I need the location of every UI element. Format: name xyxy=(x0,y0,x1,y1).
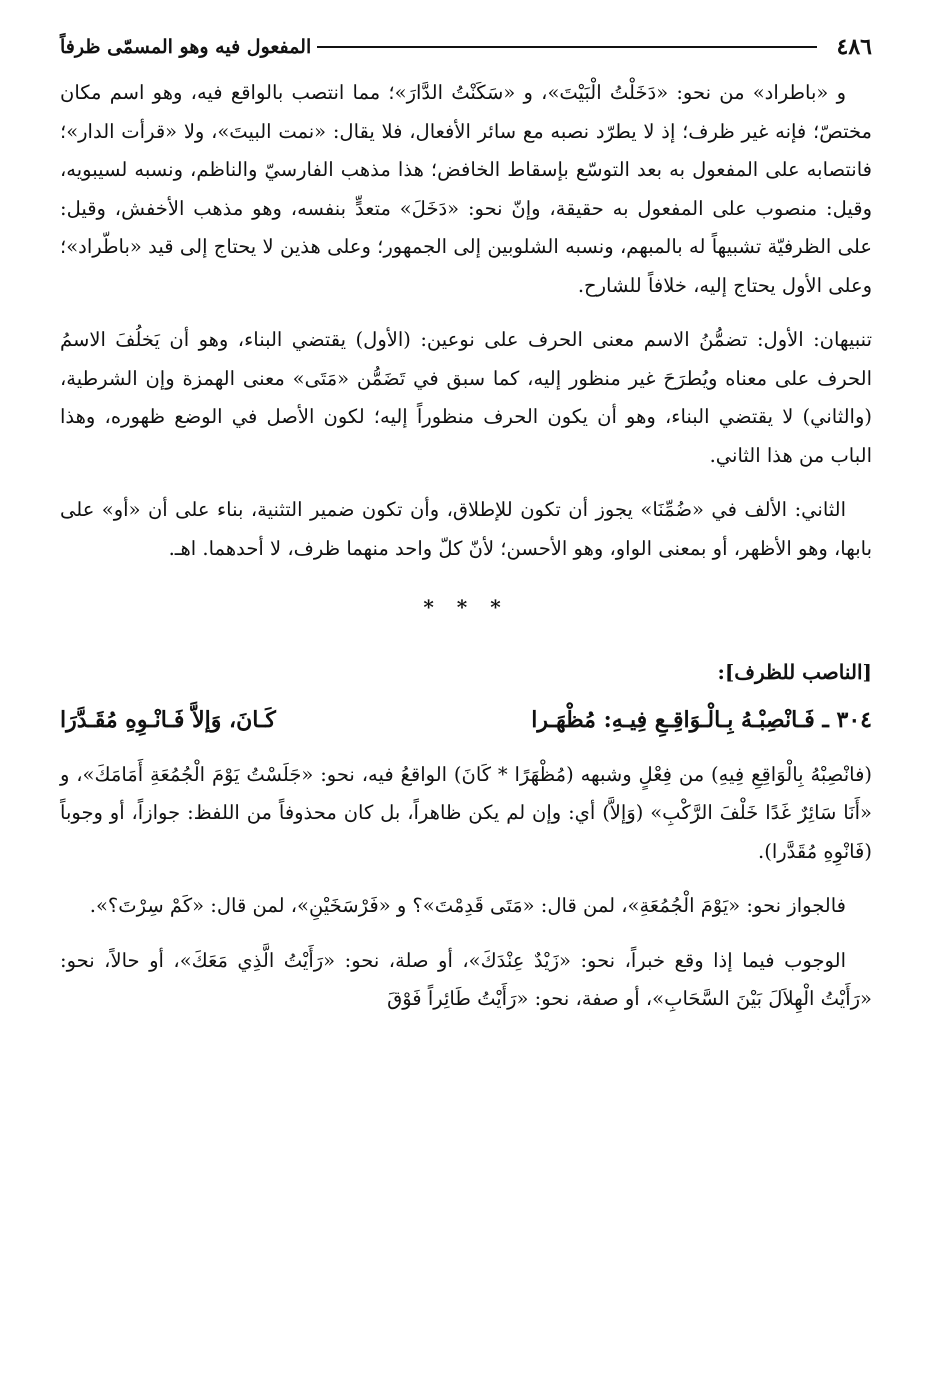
section-separator: * * * xyxy=(423,595,509,619)
page-body xyxy=(60,74,872,1035)
verse-line xyxy=(60,701,872,740)
page-header xyxy=(60,30,872,64)
verse-second-hemistich: كَـانَ، وَإلاَّ فَـانْـوِهِ مُقَـدَّرَا xyxy=(60,707,276,733)
paragraph: (فانْصِبْهُ بِالْوَاقِعِ فِيهِ) من فِعْلٍ وشبهه (مُظْهَرًا * كَانَ) الواقعُ فيه، نحو: «جَلَسْتُ يَوْمَ الْجُمُعَةِ أَمَامَكَ»، و «أَنَا سَائِرٌ غَدًا خَلْفَ الرَّكْبِ» (وَإلاَّ) أي: وإن لم يكن ظاهراً، بل كان محذوفاً من اللفظ: جوازاً، أو وجوباً (فَانْوِهِ مُقَدَّرا). xyxy=(60,762,872,863)
verse-first-hemistich: ٣٠٤ ـ فَـانْصِبْـهُ بِـالْـوَاقِـعِ فِيـهِ: مُظْهَـرا xyxy=(531,707,872,733)
paragraph: الوجوب فيما إذا وقع خبراً، نحو: «زَيْدٌ عِنْدَكَ»، أو صلة، نحو: «رَأَيْتُ الَّذِي مَعَكَ»، أو حالاً، نحو: «رَأَيْتُ الْهِلاَلَ بَيْنَ السَّحَابِ»، أو صفة، نحو: «رَأَيْتُ طَائِراً فَوْقَ xyxy=(60,948,872,1010)
paragraph: الثاني: الألف في «ضُمِّنَا» يجوز أن تكون للإطلاق، وأن تكون ضمير التثنية، بناء على أن «أو» على بابها، وهو الأظهر، أو بمعنى الواو، وهو الأحسن؛ لأنّ كلّ واحد منهما ظرف، لا أحدهما. اهـ. xyxy=(60,498,872,560)
paragraph: فالجواز نحو: «يَوْمَ الْجُمُعَةِ»، لمن قال: «مَتَى قَدِمْتَ»؟ و «فَرْسَخَيْنِ»، لمن قال: «كَمْ سِرْتَ؟». xyxy=(89,894,846,917)
paragraph: و «باطراد» من نحو: «دَخَلْتُ الْبَيْتَ»، و «سَكَنْتُ الدَّارَ»؛ مما انتصب بالواقع فيه، وهو اسم مكان مختصّ؛ فإنه غير ظرف؛ إذ لا يطرّد نصبه مع سائر الأفعال، فلا يقال: «نمت البيتَ»، ولا «قرأت الدار»؛ فانتصابه على المفعول به بعد التوسّع بإسقاط الخافض؛ هذا مذهب الفارسيّ والناظم، ونسبه لسيبويه، وقيل: منصوب على المفعول به حقيقة، وإنّ نحو: «دَخَلَ» متعدٍّ بنفسه، وهو مذهب الأخفش، وقيل: على الظرفيّة تشبيهاً له بالمبهم، ونسبه الشلوبين إلى الجمهور؛ وعلى هذين لا يحتاج إلى قيد «باطّراد»؛ وعلى الأول يحتاج إليه، خلافاً للشارح. xyxy=(60,81,872,297)
page-number: ٤٨٦ xyxy=(836,34,872,60)
running-title: المفعول فيه وهو المسمّى ظرفاً xyxy=(60,36,312,58)
section-heading: [الناصب للظرف]: xyxy=(717,659,872,684)
paragraph: تنبيهان: الأول: تضمُّنُ الاسم معنى الحرف على نوعين: (الأول) يقتضي البناء، وهو أن يَخلُفَ الاسمُ الحرف على معناه ويُطرَحَ غير منظور إليه، كما سبق في تَضَمُّن «مَتَى» معنى الهمزة وإن الشرطية، (والثاني) لا يقتضي البناء، وهو أن يكون الحرف منظوراً إليه؛ لكون الأصل في الوضع ظهوره، وهذا الباب من هذا الثاني. xyxy=(60,328,872,467)
header-rule xyxy=(317,46,816,48)
